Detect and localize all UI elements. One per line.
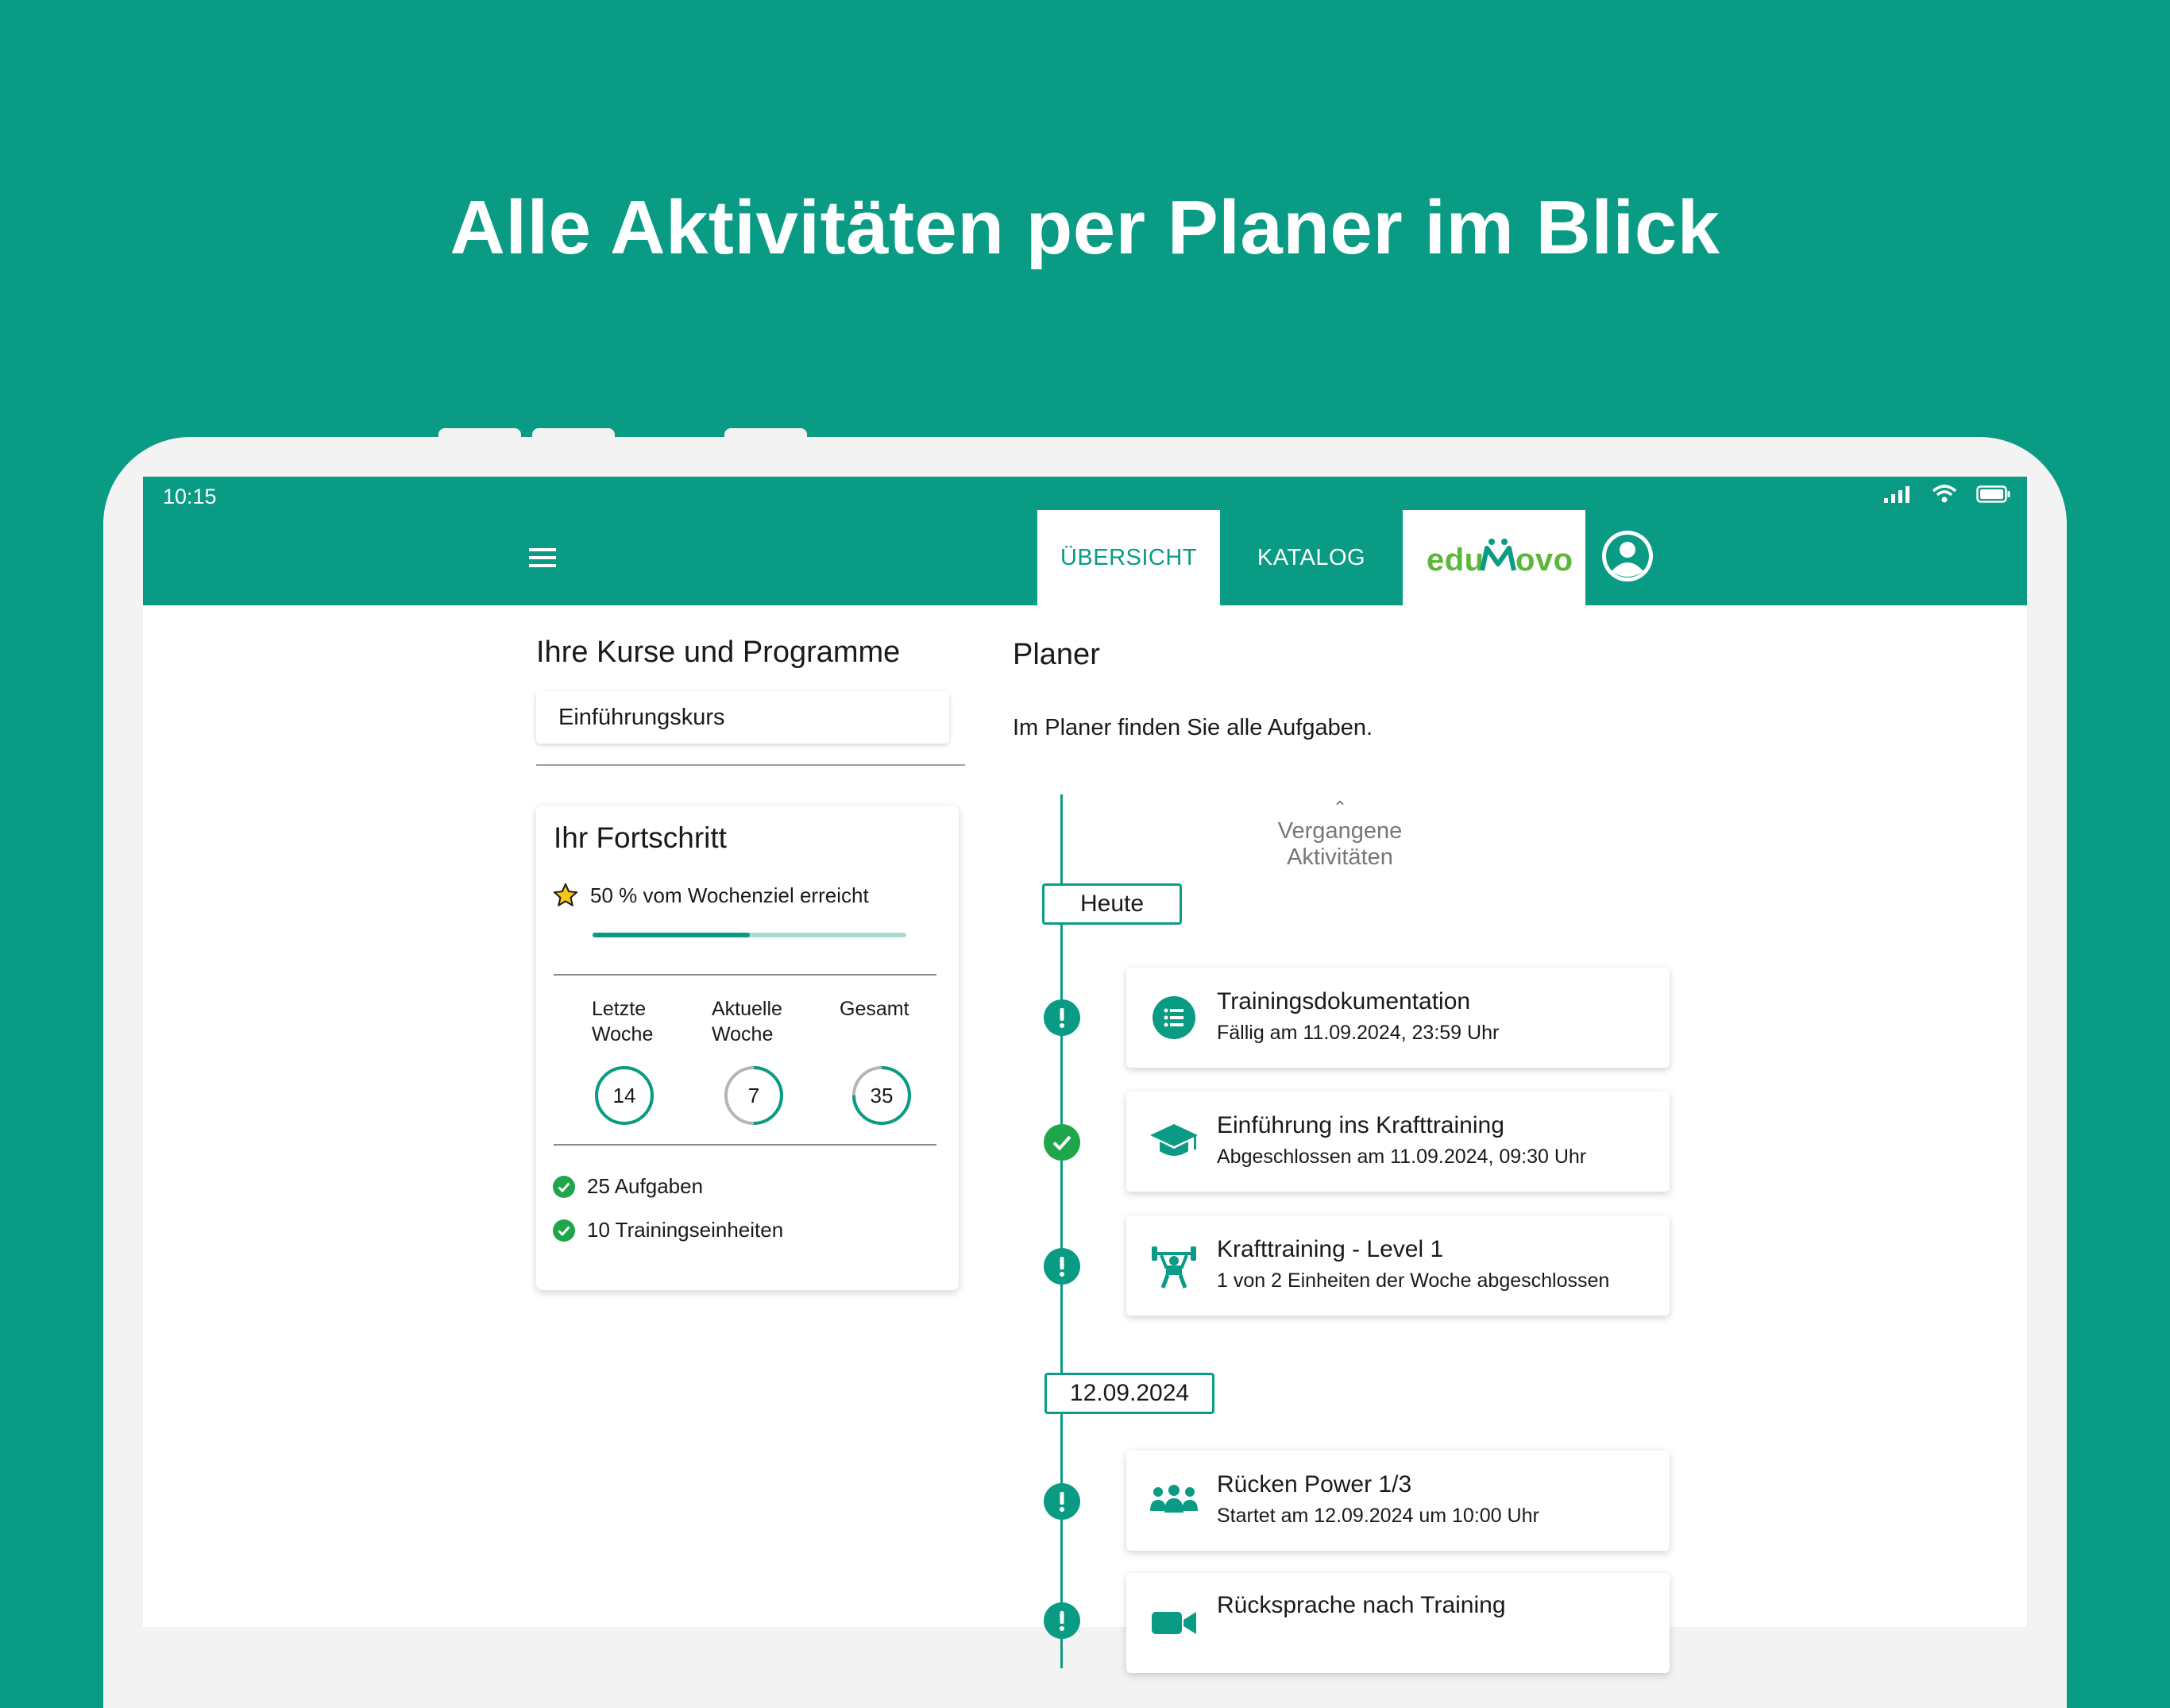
status-done-marker xyxy=(1044,1124,1080,1161)
check-circle-icon xyxy=(552,1175,576,1199)
stat-label-current-week: Aktuelle Woche xyxy=(712,998,782,1045)
status-time: 10:15 xyxy=(163,485,217,508)
planner-item-card[interactable] xyxy=(1126,1092,1670,1192)
stat-value: 35 xyxy=(870,1083,894,1107)
planner-item-subtitle: Fällig am 11.09.2024, 23:59 Uhr xyxy=(1217,1022,1500,1044)
svg-text:ovo: ovo xyxy=(1516,543,1573,578)
summary-trainings: 10 Trainingseinheiten xyxy=(552,1218,783,1242)
stat-ring-last-week xyxy=(593,1065,655,1126)
battery-icon xyxy=(1976,485,2011,503)
courses-title: Ihre Kurse und Programme xyxy=(536,636,901,669)
signal-icon xyxy=(1884,485,1913,503)
weekly-goal-progress-bar xyxy=(593,933,906,937)
stat-ring-total xyxy=(851,1065,913,1126)
planner-item-title: Trainingsdokumentation xyxy=(1217,988,1471,1014)
user-avatar-icon xyxy=(1601,530,1654,582)
planner-title: Planer xyxy=(1013,638,1100,671)
stat-value: 7 xyxy=(747,1083,760,1107)
date-chip-today: Heute xyxy=(1042,883,1182,925)
weekly-goal-text: 50 % vom Wochenziel erreicht xyxy=(590,883,869,907)
wifi-icon xyxy=(1932,485,1957,504)
list-icon xyxy=(1149,994,1199,1041)
check-circle-icon xyxy=(552,1219,576,1242)
divider xyxy=(536,764,965,766)
planner-item-card[interactable] xyxy=(1126,968,1670,1068)
divider xyxy=(554,1144,936,1146)
weekly-goal xyxy=(552,882,869,909)
stat-ring-current-week xyxy=(723,1065,785,1126)
tab-catalog[interactable]: KATALOG xyxy=(1257,544,1366,570)
planner-item-card[interactable] xyxy=(1126,1451,1670,1551)
date-chip: 12.09.2024 xyxy=(1044,1373,1214,1414)
group-icon xyxy=(1149,1477,1199,1524)
planner-item-title: Krafttraining - Level 1 xyxy=(1217,1236,1444,1262)
summary-tasks: 25 Aufgaben xyxy=(552,1174,703,1199)
planner-item-title: Einführung ins Krafttraining xyxy=(1217,1112,1504,1138)
brand-logo[interactable] xyxy=(1403,510,1585,605)
planner-item-subtitle: 1 von 2 Einheiten der Woche abgeschlossen xyxy=(1217,1269,1610,1292)
menu-button[interactable] xyxy=(527,542,559,574)
planner-item-title: Rücksprache nach Training xyxy=(1217,1592,1506,1618)
stat-label-last-week: Letzte Woche xyxy=(592,998,654,1045)
profile-button[interactable] xyxy=(1601,530,1654,582)
app-bar xyxy=(143,477,2027,605)
edumovo-logo xyxy=(1427,534,1573,582)
weightlifter-icon xyxy=(1149,1242,1199,1289)
timeline-line xyxy=(1060,794,1063,1668)
stat-value: 14 xyxy=(612,1083,636,1107)
graduation-cap-icon xyxy=(1149,1118,1199,1165)
progress-card xyxy=(536,806,959,1290)
past-activities-toggle[interactable]: ⌃ Vergangene Aktivitäten xyxy=(1229,801,1451,871)
status-pending-marker xyxy=(1044,999,1080,1036)
planner-item-subtitle: Startet am 12.09.2024 um 10:00 Uhr xyxy=(1217,1505,1539,1527)
planner-item-card[interactable] xyxy=(1126,1573,1670,1673)
course-select[interactable]: Einführungskurs xyxy=(536,691,949,744)
planner-description: Im Planer finden Sie alle Aufgaben. xyxy=(1013,715,1373,740)
video-camera-icon xyxy=(1149,1599,1199,1647)
stat-label-total: Gesamt xyxy=(840,998,909,1020)
progress-title: Ihr Fortschritt xyxy=(554,821,727,854)
progress-bar-fill xyxy=(593,933,750,937)
divider xyxy=(554,974,936,976)
star-icon xyxy=(552,882,579,909)
chevron-up-icon: ⌃ xyxy=(1332,798,1348,817)
status-pending-marker xyxy=(1044,1602,1080,1639)
status-pending-marker xyxy=(1044,1483,1080,1520)
svg-text:edu: edu xyxy=(1427,543,1485,578)
planner-item-card[interactable] xyxy=(1126,1215,1670,1316)
planner-item-subtitle: Abgeschlossen am 11.09.2024, 09:30 Uhr xyxy=(1217,1146,1587,1168)
tab-overview[interactable]: ÜBERSICHT xyxy=(1037,510,1220,605)
hamburger-icon xyxy=(527,542,559,574)
status-icons xyxy=(1884,485,2011,504)
app-screen xyxy=(143,477,2027,1627)
page-headline: Alle Aktivitäten per Planer im Blick xyxy=(450,185,1720,270)
planner-item-title: Rücken Power 1/3 xyxy=(1217,1471,1412,1497)
status-pending-marker xyxy=(1044,1248,1080,1285)
